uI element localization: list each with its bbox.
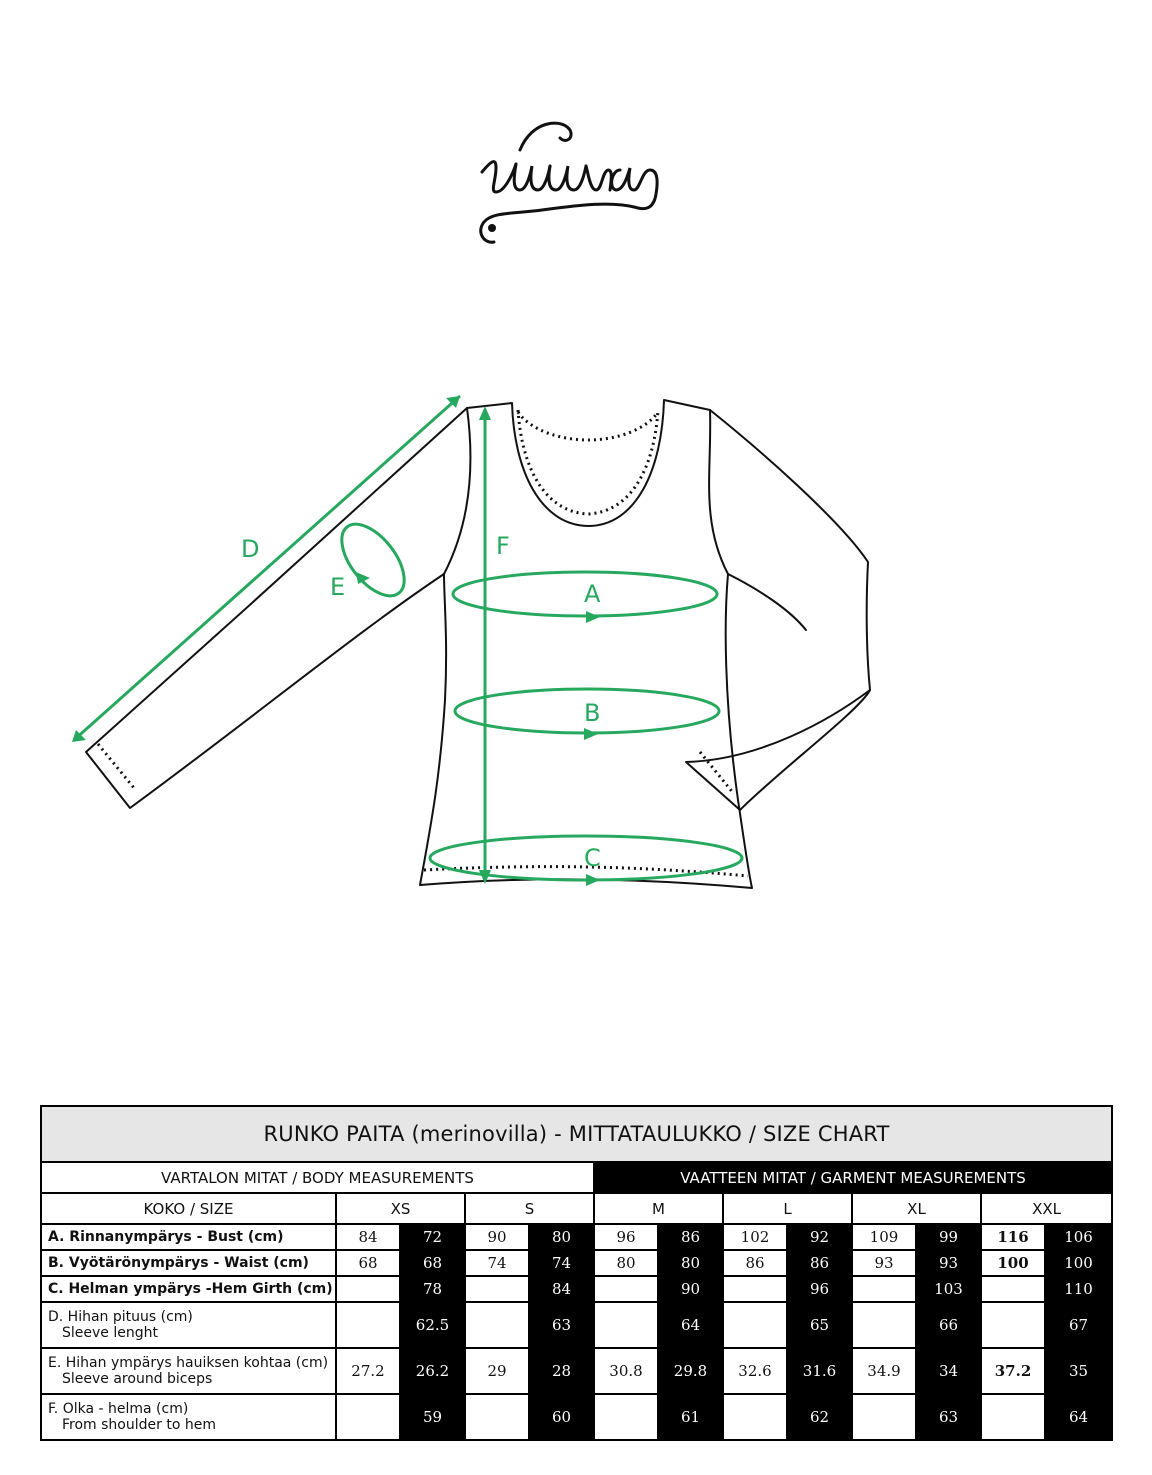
garment-value-cell: 62.5 xyxy=(400,1302,465,1348)
garment-value-cell: 72 xyxy=(400,1224,465,1250)
garment-value-cell: 28 xyxy=(529,1348,594,1394)
garment-value-cell: 66 xyxy=(916,1302,981,1348)
garment-measurements-header: VAATTEEN MITAT / GARMENT MEASUREMENTS xyxy=(594,1162,1112,1193)
left-sleeve-outline xyxy=(86,408,467,808)
row-label-main: A. Rinnanympärys - Bust (cm) xyxy=(48,1229,284,1245)
table-row xyxy=(41,1224,1112,1250)
body-value-cell xyxy=(465,1276,529,1302)
row-label-sub: Sleeve around biceps xyxy=(62,1371,213,1387)
label-f: F xyxy=(496,532,510,560)
size-header-s: S xyxy=(465,1193,594,1224)
row-label xyxy=(41,1302,336,1348)
row-label-main: C. Helman ympärys -Hem Girth (cm) xyxy=(48,1281,333,1297)
label-e: E xyxy=(330,573,346,601)
size-chart-table xyxy=(40,1105,1113,1441)
body-value-cell xyxy=(723,1394,787,1440)
body-value-cell: 30.8 xyxy=(594,1348,658,1394)
body-value-cell: 29 xyxy=(465,1348,529,1394)
garment-value-cell: 68 xyxy=(400,1250,465,1276)
row-label xyxy=(41,1348,336,1394)
garment-value-cell: 103 xyxy=(916,1276,981,1302)
row-label-main: B. Vyötärönympärys - Waist (cm) xyxy=(48,1255,309,1271)
size-header-xxl: XXL xyxy=(981,1193,1112,1224)
garment-value-cell: 59 xyxy=(400,1394,465,1440)
garment-value-cell: 100 xyxy=(1045,1250,1112,1276)
table-row xyxy=(41,1250,1112,1276)
label-b: B xyxy=(584,699,601,727)
size-chart-title: RUNKO PAITA (merinovilla) - MITTATAULUKKO / SIZE CHART xyxy=(41,1106,1112,1162)
label-d: D xyxy=(241,535,260,563)
garment-value-cell: 86 xyxy=(787,1250,852,1276)
body-value-cell: 68 xyxy=(336,1250,400,1276)
row-label xyxy=(41,1250,336,1276)
table-row xyxy=(41,1348,1112,1394)
body-value-cell: 102 xyxy=(723,1224,787,1250)
row-label xyxy=(41,1276,336,1302)
body-value-cell: 34.9 xyxy=(852,1348,916,1394)
garment-value-cell: 74 xyxy=(529,1250,594,1276)
garment-value-cell: 96 xyxy=(787,1276,852,1302)
body-value-cell: 74 xyxy=(465,1250,529,1276)
size-header-m: M xyxy=(594,1193,723,1224)
shirt-outline xyxy=(420,400,752,888)
table-row xyxy=(41,1302,1112,1348)
garment-value-cell: 62 xyxy=(787,1394,852,1440)
garment-value-cell: 26.2 xyxy=(400,1348,465,1394)
garment-value-cell: 84 xyxy=(529,1276,594,1302)
right-sleeve-outline xyxy=(686,410,870,810)
body-value-cell xyxy=(465,1302,529,1348)
garment-value-cell: 61 xyxy=(658,1394,723,1440)
garment-value-cell: 63 xyxy=(916,1394,981,1440)
body-value-cell xyxy=(594,1302,658,1348)
body-value-cell xyxy=(723,1276,787,1302)
row-label-main: F. Olka - helma (cm) xyxy=(48,1401,189,1417)
row-label-main: D. Hihan pituus (cm) xyxy=(48,1309,193,1325)
body-value-cell: 80 xyxy=(594,1250,658,1276)
body-value-cell: 109 xyxy=(852,1224,916,1250)
body-value-cell xyxy=(981,1302,1045,1348)
body-measurements-header: VARTALON MITAT / BODY MEASUREMENTS xyxy=(41,1162,594,1193)
table-row xyxy=(41,1276,1112,1302)
body-value-cell: 37.2 xyxy=(981,1348,1045,1394)
body-value-cell xyxy=(852,1276,916,1302)
row-label-main: E. Hihan ympärys hauiksen kohtaa (cm) xyxy=(48,1355,329,1371)
garment-value-cell: 90 xyxy=(658,1276,723,1302)
body-value-cell xyxy=(465,1394,529,1440)
garment-value-cell: 67 xyxy=(1045,1302,1112,1348)
body-value-cell: 32.6 xyxy=(723,1348,787,1394)
body-value-cell xyxy=(594,1394,658,1440)
row-label xyxy=(41,1394,336,1440)
brand-logo xyxy=(462,110,702,260)
body-value-cell: 96 xyxy=(594,1224,658,1250)
body-value-cell xyxy=(336,1302,400,1348)
garment-value-cell: 31.6 xyxy=(787,1348,852,1394)
garment-value-cell: 86 xyxy=(658,1224,723,1250)
row-label-sub: Sleeve lenght xyxy=(62,1325,158,1341)
garment-value-cell: 106 xyxy=(1045,1224,1112,1250)
row-label xyxy=(41,1224,336,1250)
body-value-cell xyxy=(852,1302,916,1348)
body-value-cell: 86 xyxy=(723,1250,787,1276)
garment-value-cell: 80 xyxy=(529,1224,594,1250)
body-value-cell xyxy=(336,1394,400,1440)
body-value-cell: 116 xyxy=(981,1224,1045,1250)
garment-value-cell: 63 xyxy=(529,1302,594,1348)
table-row xyxy=(41,1394,1112,1440)
row-label-sub: From shoulder to hem xyxy=(62,1417,216,1433)
size-header-xl: XL xyxy=(852,1193,981,1224)
label-c: C xyxy=(584,844,601,872)
body-value-cell xyxy=(981,1276,1045,1302)
size-header-l: L xyxy=(723,1193,852,1224)
garment-value-cell: 99 xyxy=(916,1224,981,1250)
garment-value-cell: 78 xyxy=(400,1276,465,1302)
garment-value-cell: 110 xyxy=(1045,1276,1112,1302)
cuff-stitch-left xyxy=(98,744,134,788)
size-header-xs: XS xyxy=(336,1193,465,1224)
garment-value-cell: 64 xyxy=(658,1302,723,1348)
garment-value-cell: 93 xyxy=(916,1250,981,1276)
garment-diagram xyxy=(0,370,1152,930)
body-value-cell: 84 xyxy=(336,1224,400,1250)
body-value-cell: 93 xyxy=(852,1250,916,1276)
garment-value-cell: 65 xyxy=(787,1302,852,1348)
garment-value-cell: 92 xyxy=(787,1224,852,1250)
body-value-cell xyxy=(981,1394,1045,1440)
body-value-cell xyxy=(336,1276,400,1302)
body-value-cell xyxy=(723,1302,787,1348)
garment-value-cell: 29.8 xyxy=(658,1348,723,1394)
size-label: KOKO / SIZE xyxy=(41,1193,336,1224)
garment-value-cell: 80 xyxy=(658,1250,723,1276)
body-value-cell xyxy=(852,1394,916,1440)
garment-value-cell: 60 xyxy=(529,1394,594,1440)
garment-value-cell: 34 xyxy=(916,1348,981,1394)
body-value-cell: 90 xyxy=(465,1224,529,1250)
body-value-cell: 27.2 xyxy=(336,1348,400,1394)
label-a: A xyxy=(584,580,601,608)
body-value-cell: 100 xyxy=(981,1250,1045,1276)
body-value-cell xyxy=(594,1276,658,1302)
garment-value-cell: 64 xyxy=(1045,1394,1112,1440)
garment-value-cell: 35 xyxy=(1045,1348,1112,1394)
